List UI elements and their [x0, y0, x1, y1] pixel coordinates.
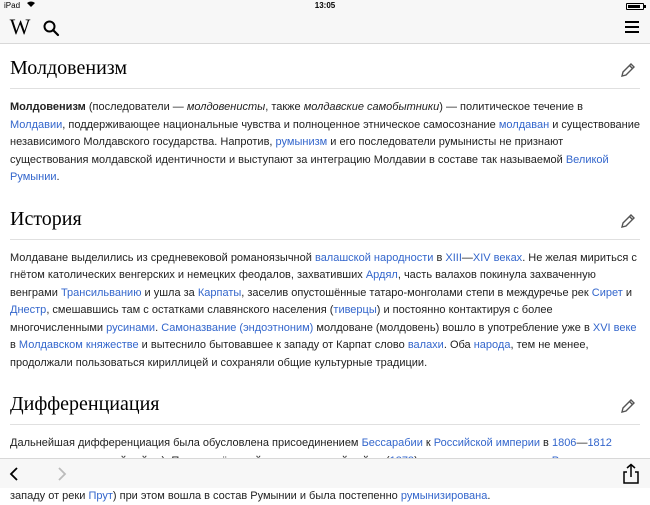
section-divider: [10, 88, 640, 89]
paragraph-text: и вытеснило бытовавшее к западу от Карпат слово: [138, 339, 408, 351]
paragraph-text: Дальнейшая дифференциация была обусловлена присоединением: [10, 437, 362, 449]
article-link[interactable]: 1812: [587, 437, 612, 449]
section-header: [10, 380, 640, 424]
paragraph-text: , часть валахов покинула захваченную венграми: [10, 269, 596, 299]
article-paragraph: [10, 99, 640, 187]
paragraph-text: в: [433, 251, 446, 264]
paragraph-text: и его последователи румынисты не признают существования молдавской идентичности и выступают за интеграцию Молдавии в составе так называемой: [10, 136, 566, 166]
article-link[interactable]: Прут: [88, 489, 113, 502]
wikipedia-logo[interactable]: W: [9, 14, 31, 39]
article-link[interactable]: румынизирована: [400, 489, 488, 502]
paragraph-text: , также: [265, 101, 304, 113]
hamburger-menu-icon[interactable]: [624, 20, 640, 34]
battery-level: [628, 5, 640, 8]
italic-term: молдовенисты: [186, 101, 266, 113]
edit-pencil-icon[interactable]: [620, 62, 636, 78]
paragraph-text: .: [155, 321, 162, 334]
paragraph-text: и существование независимого Молдавского государства. Напротив,: [10, 118, 641, 148]
article-link[interactable]: Карпаты: [197, 286, 242, 299]
paragraph-text: Молдаване выделились из средневековой романоязычной: [10, 251, 315, 264]
article-link[interactable]: 1806: [551, 437, 577, 449]
article-link[interactable]: валахи: [407, 339, 444, 351]
section-title: Дифференциация: [10, 393, 160, 415]
chevron-right-icon[interactable]: [52, 465, 70, 483]
paragraph-text: . Оба: [443, 339, 474, 351]
clock: 13:05: [314, 1, 336, 10]
article-link[interactable]: Бессарабии: [361, 437, 423, 449]
paragraph-text: —: [576, 437, 588, 449]
paragraph-text: и ушла за: [141, 286, 198, 299]
paragraph-text: .: [487, 489, 491, 502]
paragraph-text: , поддерживающее национальные чувства и полноценное этническое самосознание: [62, 118, 499, 131]
edit-pencil-icon[interactable]: [620, 213, 636, 229]
chevron-left-icon[interactable]: [6, 465, 24, 483]
article-content: [0, 44, 650, 502]
article-link[interactable]: народа: [473, 339, 511, 351]
article-link[interactable]: Молдавии: [10, 118, 63, 131]
article-link[interactable]: Самоназвание: [161, 321, 237, 334]
article-link[interactable]: Трансильванию: [60, 286, 142, 299]
article-link[interactable]: валашской народности: [314, 251, 434, 264]
article-link[interactable]: Ардял: [365, 269, 398, 281]
bottom-toolbar: [0, 458, 650, 488]
top-toolbar: [0, 12, 650, 44]
paragraph-text: молдоване (молдовень) вошло в употребление уже в: [313, 321, 593, 334]
section-title: История: [10, 207, 82, 230]
paragraph-text: , тем не менее, продолжали пользоваться кириллицей и сохраняли общие культурные традиции.: [10, 339, 589, 369]
paragraph-text: .: [56, 171, 60, 183]
paragraph-text: (последователи —: [85, 101, 187, 113]
article-link[interactable]: тиверцы: [333, 304, 377, 316]
article-link[interactable]: XIII: [445, 251, 462, 264]
article-link[interactable]: Днестр: [10, 304, 47, 316]
paragraph-text: , смешавшись там с остатками славянского населения (: [46, 304, 334, 316]
paragraph-text: ) при этом вошла в состав Румынии и была постепенно: [112, 489, 401, 502]
paragraph-text: и: [622, 286, 632, 299]
bold-term: Молдовенизм: [10, 101, 86, 113]
paragraph-text: западу от реки: [10, 489, 86, 502]
status-bar: [0, 0, 650, 12]
article-link[interactable]: Великой Румынии: [10, 153, 609, 183]
article-link[interactable]: XIV веках: [472, 251, 523, 264]
article-link[interactable]: Российской империи: [433, 437, 540, 449]
article-link[interactable]: Сирет: [591, 286, 623, 299]
share-icon[interactable]: [622, 463, 640, 485]
article-link[interactable]: румынизм: [275, 136, 328, 148]
paragraph-text: . Не желая мириться с гнётом католических венгерских и немецких феодалов, захвативших: [10, 251, 637, 281]
article-link[interactable]: молдаван: [498, 118, 550, 131]
paragraph-text: в: [10, 339, 19, 351]
article-link[interactable]: (эндоэтноним): [239, 321, 314, 334]
article-link[interactable]: Молдавском княжестве: [18, 339, 139, 351]
section-divider: [10, 239, 640, 240]
paragraph-text: ) — политическое течение в: [439, 101, 583, 113]
paragraph-text: , заселив опустошённые татаро-монголами степи в междуречье рек: [241, 286, 592, 299]
search-icon[interactable]: [42, 19, 60, 37]
paragraph-text: ) и постоянно контактируя с более многочисленными: [10, 304, 553, 334]
section-header: [10, 195, 640, 239]
paragraph-text: в: [539, 437, 552, 449]
italic-term: молдавские самобытники: [303, 101, 440, 113]
section-divider: [10, 424, 640, 425]
section-title: Молдовенизм: [10, 57, 128, 79]
article-link[interactable]: XVI веке: [592, 321, 637, 334]
carrier-label: iPad: [4, 1, 21, 10]
article-paragraph: [10, 250, 640, 373]
paragraph-text: к: [422, 437, 434, 449]
battery-icon: [626, 3, 644, 10]
section-header: [10, 44, 640, 88]
edit-pencil-icon[interactable]: [620, 398, 636, 414]
article-link[interactable]: русинами: [106, 321, 156, 334]
paragraph-text: —: [461, 251, 473, 264]
